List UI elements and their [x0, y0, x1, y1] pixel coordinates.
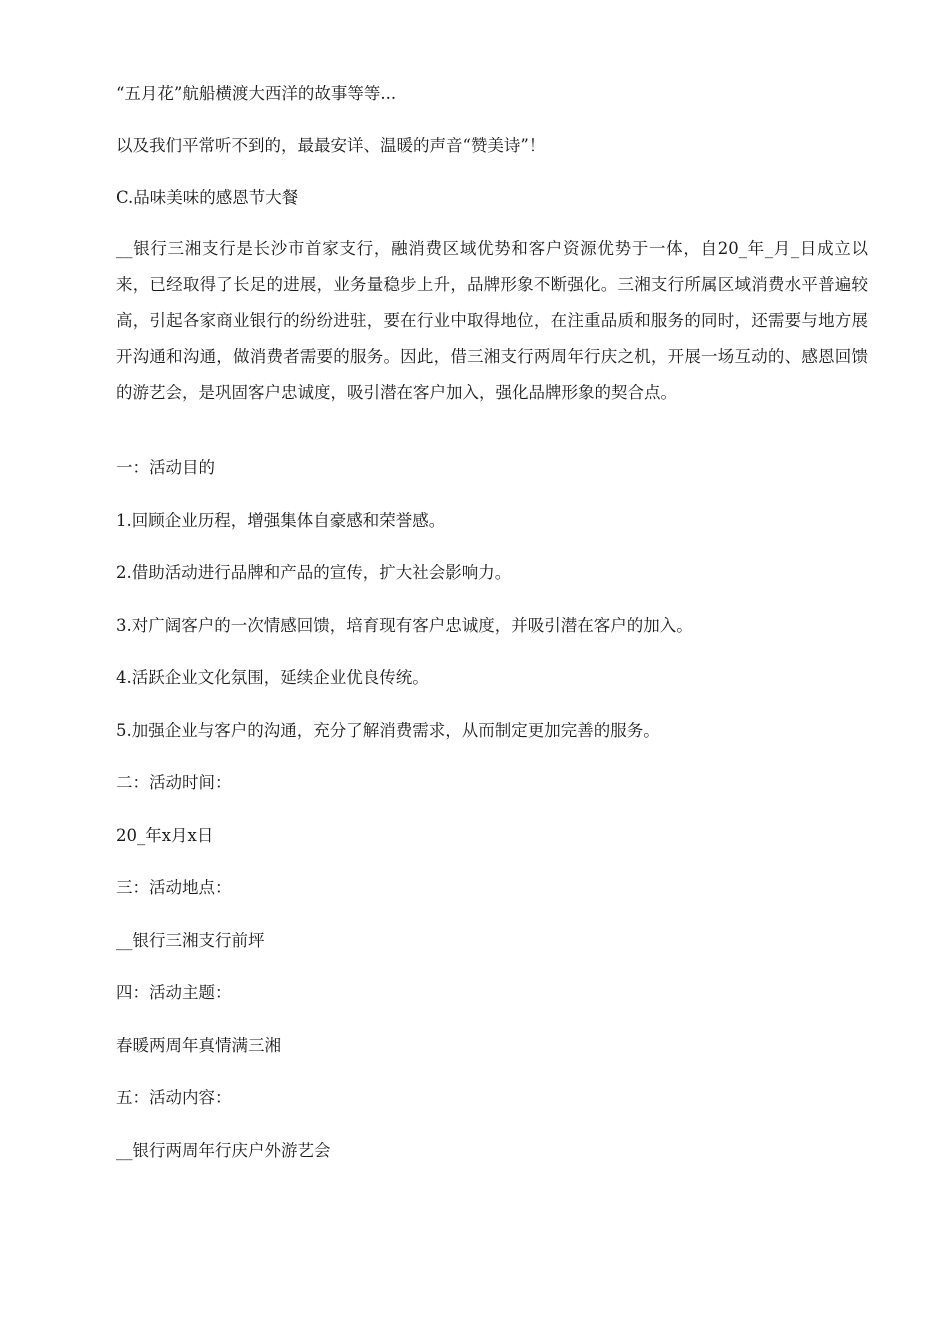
activity-date: 20_年x月x日 — [116, 826, 214, 845]
purpose-item-3: 3.对广阔客户的一次情感回馈，培育现有客户忠诚度，并吸引潜在客户的加入。 — [116, 616, 693, 635]
activity-theme: 春暖两周年真情满三湘 — [116, 1036, 281, 1055]
purpose-item-2: 2.借助活动进行品牌和产品的宣传，扩大社会影响力。 — [116, 563, 512, 582]
text-line-hymn: 以及我们平常听不到的，最最安详、温暖的声音“赞美诗”！ — [116, 136, 546, 155]
section-heading-location: 三：活动地点： — [116, 878, 232, 897]
purpose-item-4: 4.活跃企业文化氛围，延续企业优良传统。 — [116, 668, 429, 687]
section-heading-theme: 四：活动主题： — [116, 983, 232, 1002]
text-line-mayflower: “五月花”航船横渡大西洋的故事等等... — [116, 84, 397, 103]
activity-location: __银行三湘支行前坪 — [116, 931, 265, 950]
purpose-item-1: 1.回顾企业历程，增强集体自豪感和荣誉感。 — [116, 511, 446, 530]
text-line-thanksgiving-dinner: C.品味美味的感恩节大餐 — [116, 188, 299, 207]
purpose-item-5: 5.加强企业与客户的沟通，充分了解消费需求，从而制定更加完善的服务。 — [116, 721, 660, 740]
section-heading-purpose: 一：活动目的 — [116, 458, 215, 477]
intro-paragraph: __银行三湘支行是长沙市首家支行，融消费区域优势和客户资源优势于一体，自20_年_月_日成立以来，已经取得了长足的进展，业务量稳步上升，品牌形象不断强化。三湘支行所属区域消费水平普遍较高，引起各家商业银行的纷纷进驻，要在行业中取得地位，在注重品质和服务的同时，还需要与地方展开沟通和沟通，做消费者需要的服务。因此，借三湘支行两周年行庆之机，开展一场互动的、感恩回馈的游艺会，是巩固客户忠诚度，吸引潜在客户加入，强化品牌形象的契合点。 — [116, 239, 868, 402]
section-heading-content: 五：活动内容： — [116, 1088, 232, 1107]
section-heading-time: 二：活动时间： — [116, 773, 232, 792]
activity-content: __银行两周年行庆户外游艺会 — [116, 1141, 331, 1160]
